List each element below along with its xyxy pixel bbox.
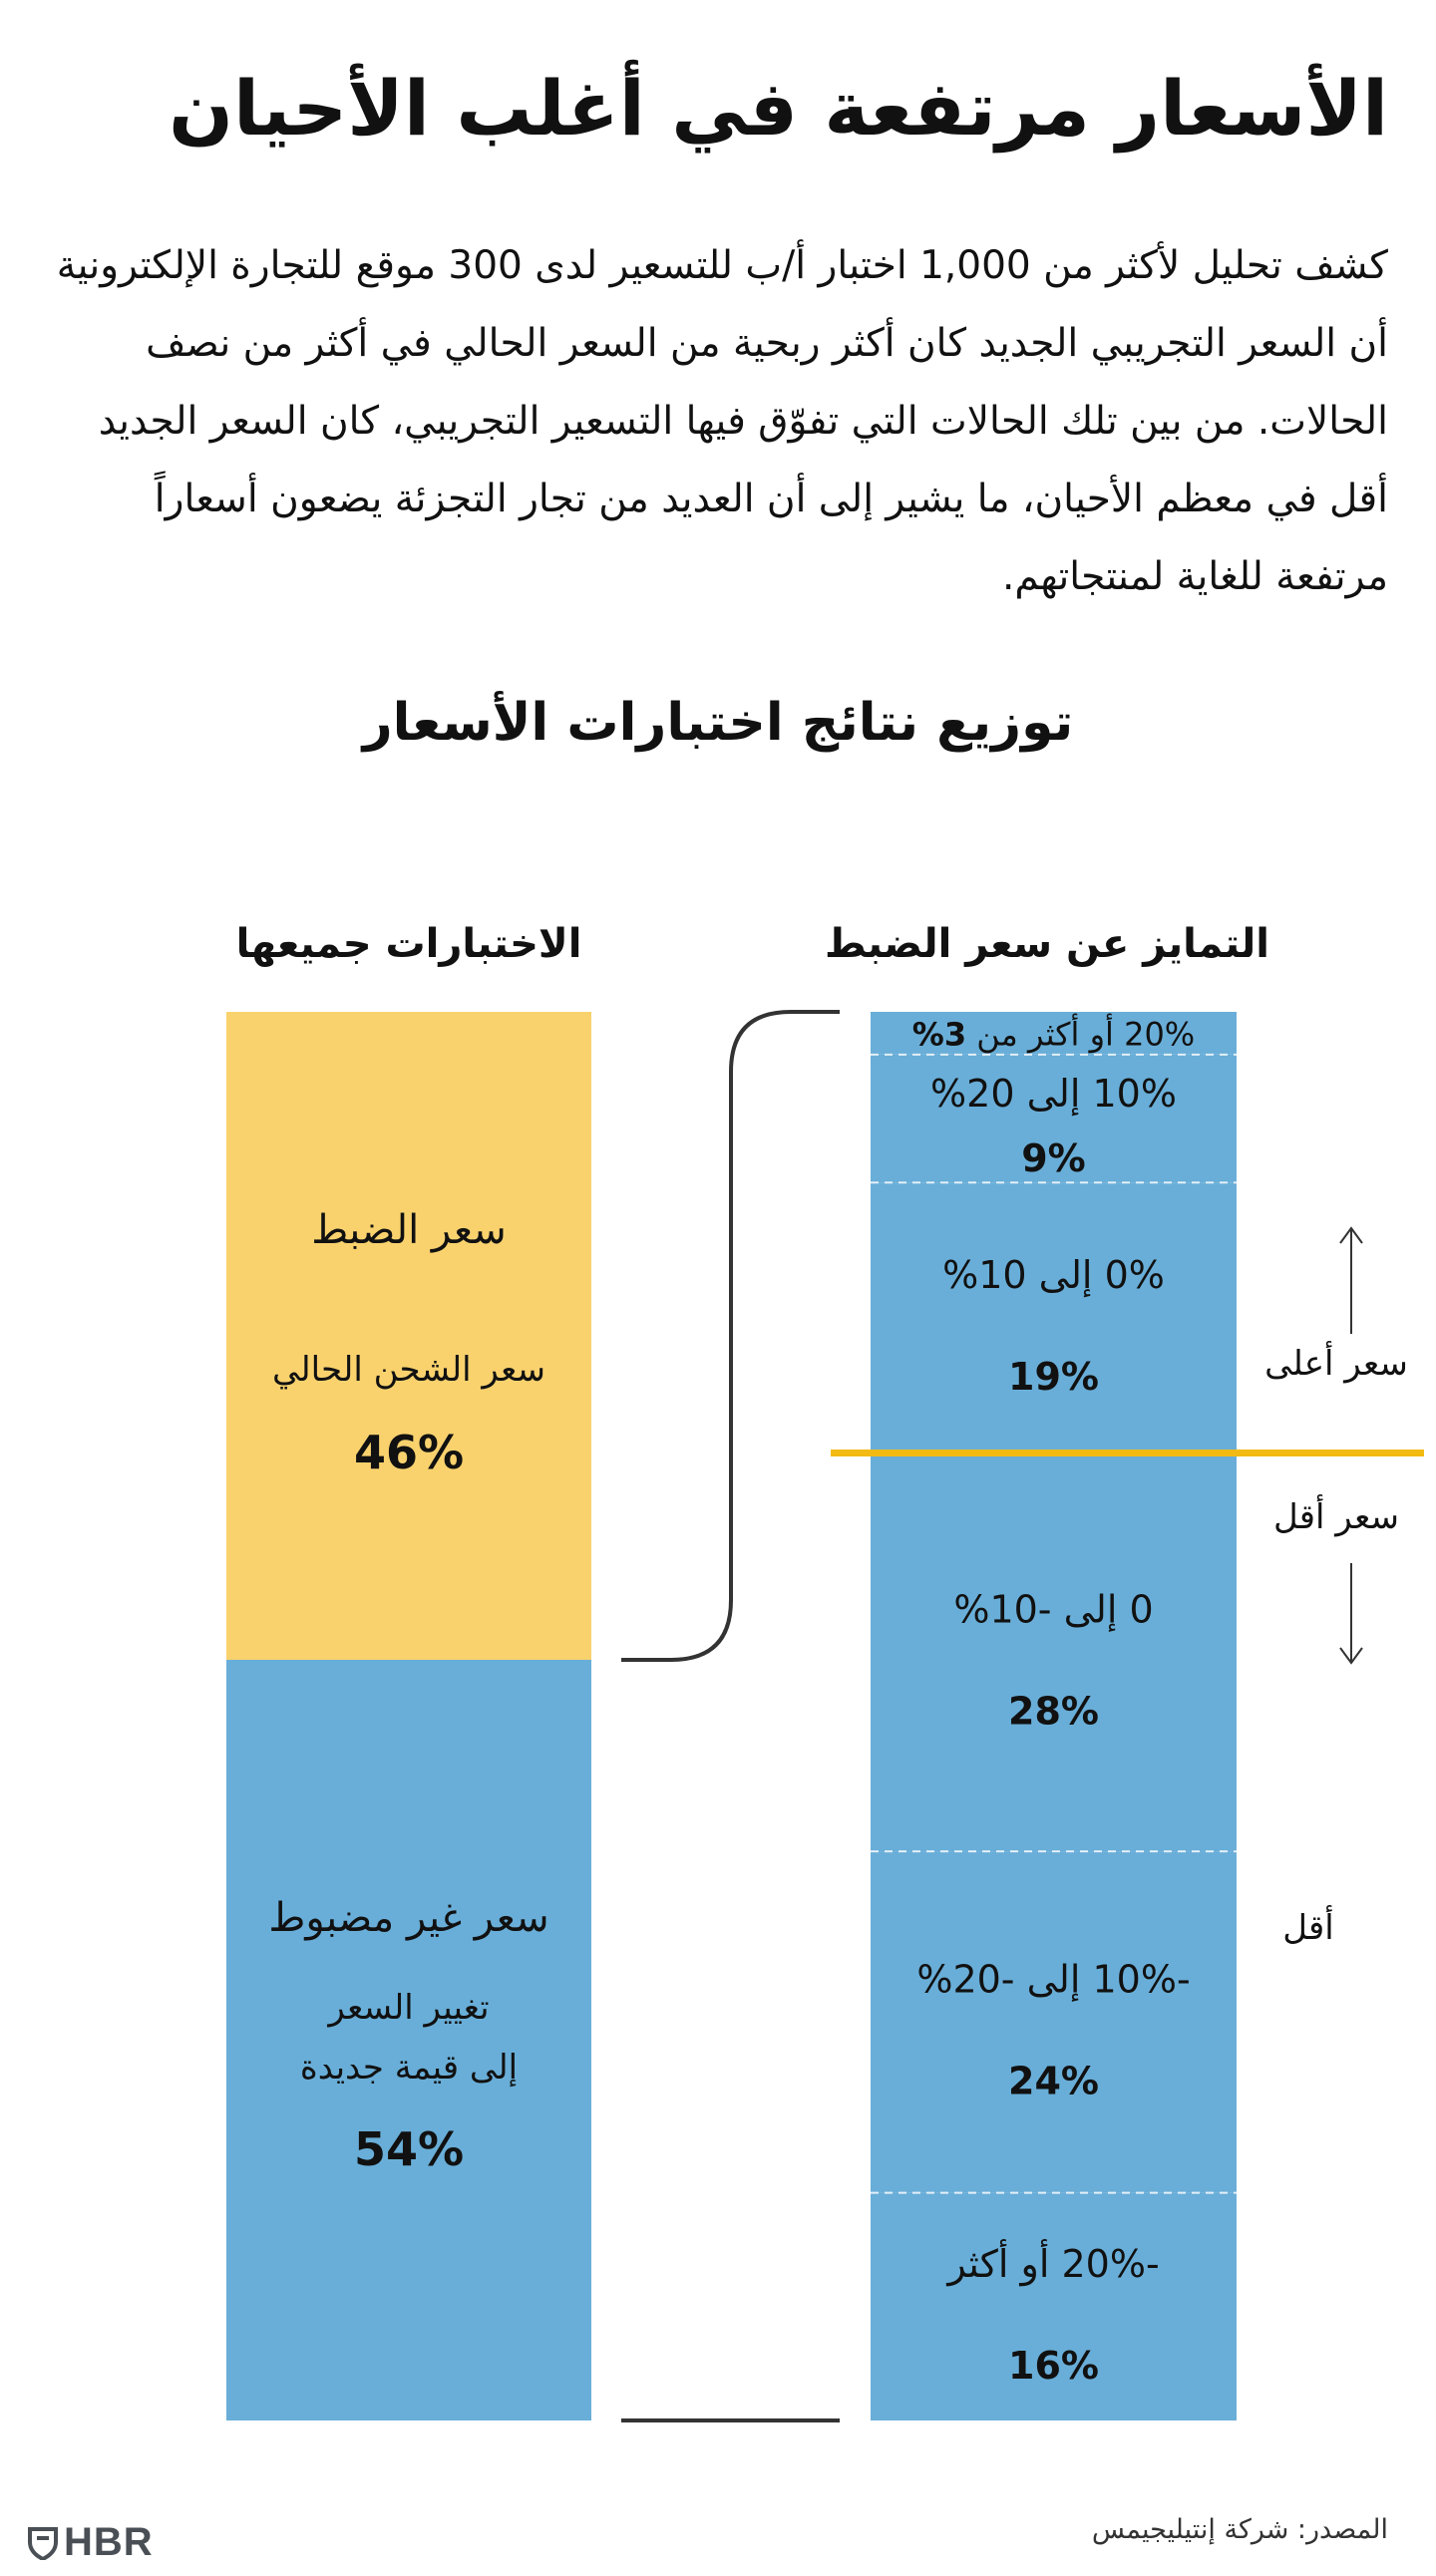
segment-range: -10% إلى -20% — [916, 1957, 1191, 2002]
headline: الأسعار مرتفعة في أغلب الأحيان — [169, 64, 1388, 153]
left-bar-segment — [226, 1660, 591, 2420]
shield-icon — [28, 2526, 58, 2560]
hbr-logo — [28, 2520, 154, 2565]
segment-value: 19% — [1008, 1354, 1099, 1399]
source-note: المصدر: شركة إنتيليجيمس — [1091, 2514, 1388, 2545]
segment-value: 16% — [1008, 2343, 1099, 2388]
segment-range: 10% إلى 20% — [930, 1071, 1177, 1116]
right-bar-segment — [871, 1182, 1237, 1452]
segment-range: -20% أو أكثر — [947, 2241, 1160, 2286]
segment-label: سعر غير مضبوط — [268, 1895, 549, 1941]
left-bar-header: الاختبارات جميعها — [235, 921, 582, 967]
right-bar-segment — [871, 1452, 1237, 1851]
segment-value: 28% — [1008, 1689, 1099, 1734]
annotation-lower: سعر أقل — [1273, 1497, 1399, 1537]
annotation-less: أقل — [1282, 1908, 1334, 1948]
segment-sublabel-line: إلى قيمة جديدة — [299, 2048, 519, 2088]
segment-sublabel-line: تغيير السعر — [328, 1988, 490, 2028]
segment-value: 9% — [1021, 1135, 1086, 1180]
intro-paragraph: كشف تحليل لأكثر من 1,000 اختبار أ/ب للتسعير لدى 300 موقع للتجارة الإلكترونية أن السعر التجريبي الجديد كان أكثر ربحية من السعر الحالي في أكثر من نصف الحالات. من بين تلك الحالات التي تفوّق فيها التسعير التجريبي، كان السعر الجديد أقل في معظم الأحيان، ما يشير إلى أن العديد من تجار التجزئة يضعون أسعاراً مرتفعة للغاية لمنتجاتهم. — [56, 243, 1388, 599]
segment-range: 0 إلى -10% — [953, 1587, 1154, 1632]
segment-value: 3% — [911, 1015, 967, 1054]
chart-title: توزيع نتائج اختبارات الأسعار — [362, 693, 1074, 753]
segment-label: سعر الضبط — [311, 1207, 507, 1253]
annotation-higher: سعر أعلى — [1264, 1344, 1408, 1384]
segment-range: 20% أو أكثر من — [966, 1015, 1196, 1054]
segment-range: 0% إلى 10% — [942, 1252, 1165, 1297]
segment-sublabel: سعر الشحن الحالي — [271, 1350, 546, 1390]
right-bar-header: التمايز عن سعر الضبط — [825, 921, 1269, 967]
right-bar-segment — [871, 1851, 1237, 2193]
left-bar-segment — [226, 1012, 591, 1660]
segment-value: 46% — [353, 1426, 465, 1479]
logo-text: HBR — [64, 2520, 154, 2564]
segment-range-with-value — [912, 1013, 1195, 1053]
segment-value: 54% — [353, 2122, 465, 2176]
segment-value: 24% — [1008, 2059, 1099, 2103]
bracket — [621, 1012, 840, 1660]
